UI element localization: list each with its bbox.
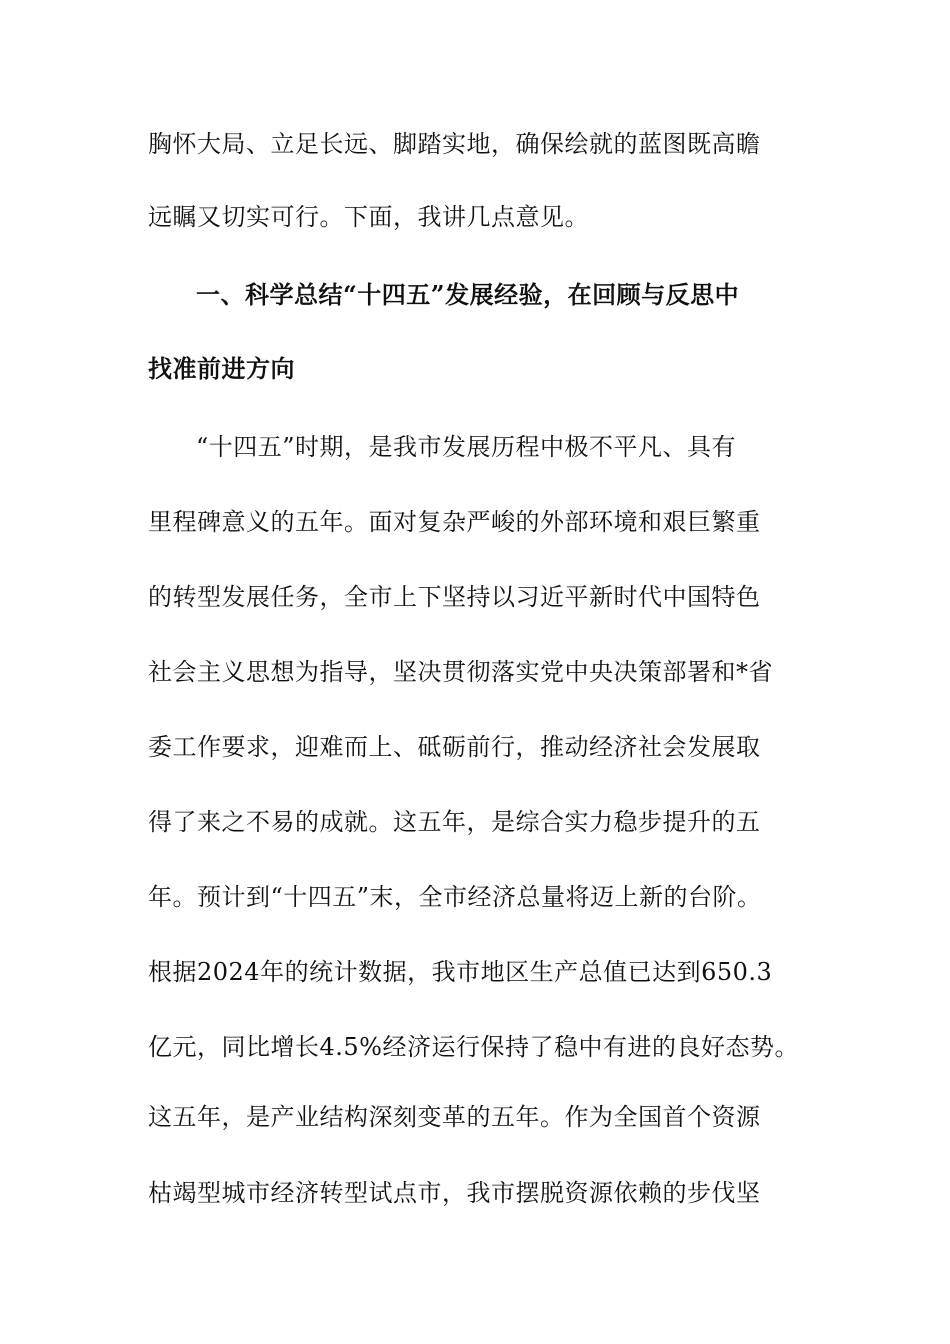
- body-line-10: 这五年，是产业结构深刻变革的五年。作为全国首个资源: [148, 1103, 761, 1131]
- body-line-6: 得了来之不易的成就。这五年，是综合实力稳步提升的五: [148, 808, 761, 836]
- body-line-9: 亿元，同比增长4.5%经济运行保持了稳中有进的良好态势。: [148, 1033, 799, 1061]
- body-line-11: 枯竭型城市经济转型试点市，我市摆脱资源依赖的步伐坚: [148, 1179, 761, 1207]
- body-line-2: 里程碑意义的五年。面对复杂严峻的外部环境和艰巨繁重: [148, 508, 761, 536]
- section-heading-line-1: 一、科学总结“十四五”发展经验，在回顾与反思中: [196, 280, 740, 309]
- body-line-8: 根据2024年的统计数据，我市地区生产总值已达到650.3: [148, 958, 773, 986]
- body-line-4: 社会主义思想为指导，坚决贯彻落实党中央决策部署和*省: [148, 658, 773, 686]
- body-line-7: 年。预计到“十四五”末，全市经济总量将迈上新的台阶。: [148, 883, 762, 911]
- section-heading-line-2: 找准前进方向: [148, 354, 295, 383]
- body-line-5: 委工作要求，迎难而上、砥砺前行，推动经济社会发展取: [148, 733, 761, 761]
- body-line-1: “十四五”时期，是我市发展历程中极不平凡、具有: [196, 433, 737, 461]
- paragraph-line-1: 胸怀大局、立足长远、脚踏实地，确保绘就的蓝图既高瞻: [148, 130, 761, 158]
- paragraph-line-2: 远瞩又切实可行。下面，我讲几点意见。: [148, 203, 589, 231]
- body-line-3: 的转型发展任务，全市上下坚持以习近平新时代中国特色: [148, 583, 761, 611]
